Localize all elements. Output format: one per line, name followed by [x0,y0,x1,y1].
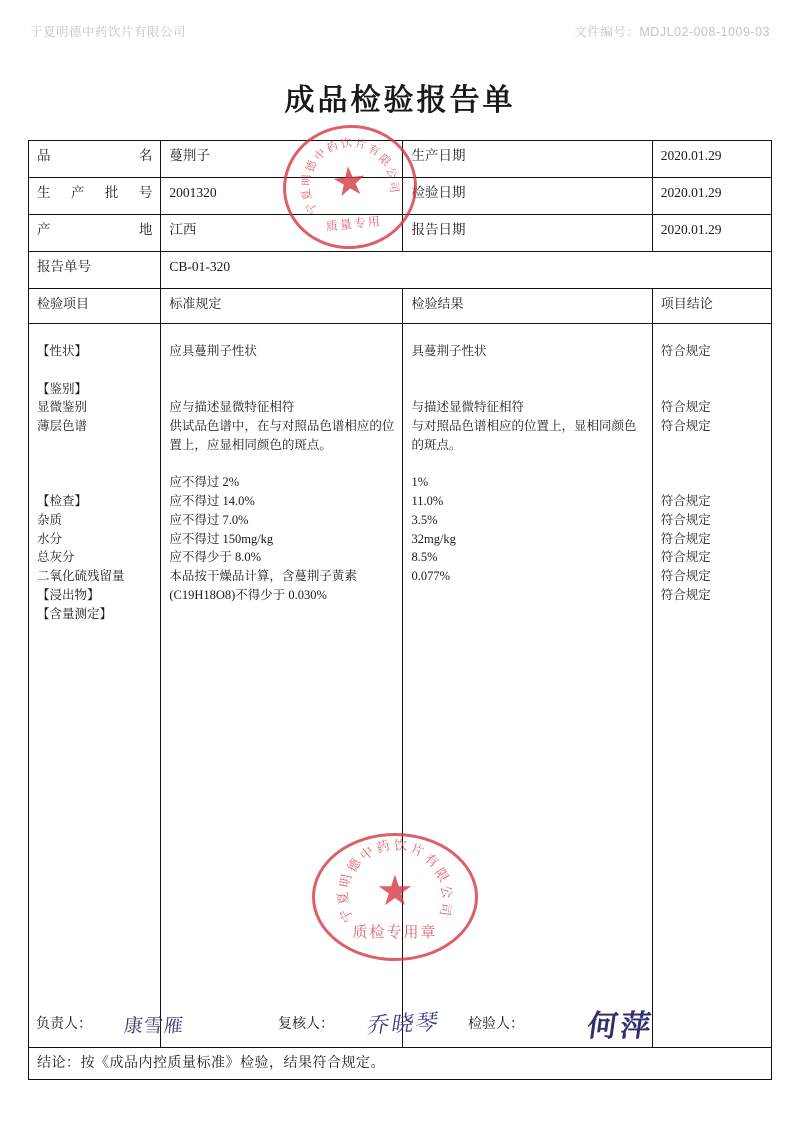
items-column [29,324,161,1048]
stamp-ring-text-top: 宁 夏 明 德 中 药 饮 片 有 限 公 司 [298,135,401,217]
inspector-signature: 何萍 [585,1009,656,1044]
result-text: 具蔓荆子性状 [411,344,487,358]
signature-row [28,1005,772,1051]
item-name: 水分 [37,531,63,546]
table-row [29,178,772,215]
item-name: 【鉴别】 [37,381,88,396]
conclusion-text: 符合规定 [660,550,711,565]
reviewer-label: 复核人： [278,1017,334,1032]
item-name: 杂质 [37,512,63,527]
inspection-date-label: 检验日期 [403,178,652,215]
inspection-header-row [29,289,772,324]
item-name: 显微鉴别 [37,400,88,415]
conclusion-text: 符合规定 [660,569,711,583]
star-icon: ★ [376,869,414,916]
final-conclusion-row [29,1048,772,1080]
result-text: 8.5% [411,550,438,565]
conclusion-text: 符合规定 [660,587,711,602]
production-date-label: 生产日期 [403,141,652,178]
product-name-value: 蔓荆子 [161,141,403,178]
doc-code-faded-text: 文件编号：MDJL02-008-1009-03 [574,25,770,39]
conclusion-text: 符合规定 [660,531,711,546]
origin-value: 江西 [161,215,403,252]
standard-text: 应不得过 150mg/kg [169,531,274,546]
page-header-strip [30,22,770,40]
result-text: 与描述显微特征相符 [411,400,524,415]
stamp-ring-text-bottom: 宁 夏 明 德 中 药 饮 片 有 限 公 司 [335,838,455,925]
inspection-body-row [29,324,772,1048]
inspection-date-value: 2020.01.29 [652,178,771,215]
item-name: 【含量测定】 [37,606,113,621]
stamp-bottom-text-top: 质量专用 [325,213,383,234]
col-header-conclusion: 项目结论 [652,289,771,324]
final-conclusion-text: 结论：按《成品内控质量标准》检验，结果符合规定。 [29,1048,772,1080]
item-name: 二氧化硫残留量 [37,569,125,583]
standards-column [161,324,403,1048]
report-table [28,140,772,1080]
col-header-standard: 标准规定 [161,289,403,324]
standard-text: 应具蔓荆子性状 [169,344,257,358]
item-name: 薄层色谱 [37,419,88,433]
col-header-item: 检验项目 [29,289,161,324]
stamp-bottom-text: 质检专用章 [352,923,438,941]
result-text: 3.5% [411,512,438,527]
result-text: 0.077% [411,569,451,583]
results-column [403,324,652,1048]
product-name-label: 品 名 [29,141,161,178]
star-icon: ★ [329,157,370,207]
table-row [29,215,772,252]
conclusion-text: 符合规定 [660,344,711,358]
table-row [29,252,772,289]
col-header-result: 检验结果 [403,289,652,324]
report-no-label: 报告单号 [29,252,161,289]
item-name: 总灰分 [37,550,75,565]
standard-text: 应不得过 2% [169,475,240,490]
standard-text: 应与描述显微特征相符 [169,400,295,415]
batch-label: 生产批号 [29,178,161,215]
item-name: 【性状】 [37,344,88,358]
result-text: 32mg/kg [411,531,456,546]
page-title: 成品检验报告单 [284,83,516,118]
responsible-signature: 康雪雁 [122,1015,186,1037]
item-name: 【检查】 [37,494,88,508]
report-date-value: 2020.01.29 [652,215,771,252]
company-faded-text: 于夏明德中药饮片有限公司 [30,25,187,39]
reviewer-signature: 乔晓琴 [365,1010,443,1039]
report-no-value: CB-01-320 [161,252,772,289]
inspector-label: 检验人： [468,1017,524,1032]
conclusions-column [652,324,771,1048]
conclusion-text: 符合规定 [660,400,711,415]
result-text: 与对照品色谱相应的位置上，显相同颜色的斑点。 [411,419,637,452]
standard-text: 应不得过 7.0% [169,512,249,527]
result-text: 1% [411,475,429,490]
result-text: 11.0% [411,494,444,508]
standard-text: 应不得少于 8.0% [169,550,262,565]
item-name: 【浸出物】 [37,587,100,602]
origin-label: 产 地 [29,215,161,252]
conclusion-text: 符合规定 [660,494,711,508]
standard-text: 供试品色谱中，在与对照品色谱相应的位置上，应显相同颜色的斑点。 [169,419,395,452]
report-date-label: 报告日期 [403,215,652,252]
conclusion-text: 符合规定 [660,419,711,433]
table-row [29,141,772,178]
standard-text: 本品按干燥品计算，含蔓荆子黄素(C19H18O8)不得少于 0.030% [169,569,357,602]
production-date-value: 2020.01.29 [652,141,771,178]
batch-value: 2001320 [161,178,403,215]
conclusion-text: 符合规定 [660,512,711,527]
standard-text: 应不得过 14.0% [169,494,255,508]
responsible-label: 负责人： [36,1017,92,1032]
